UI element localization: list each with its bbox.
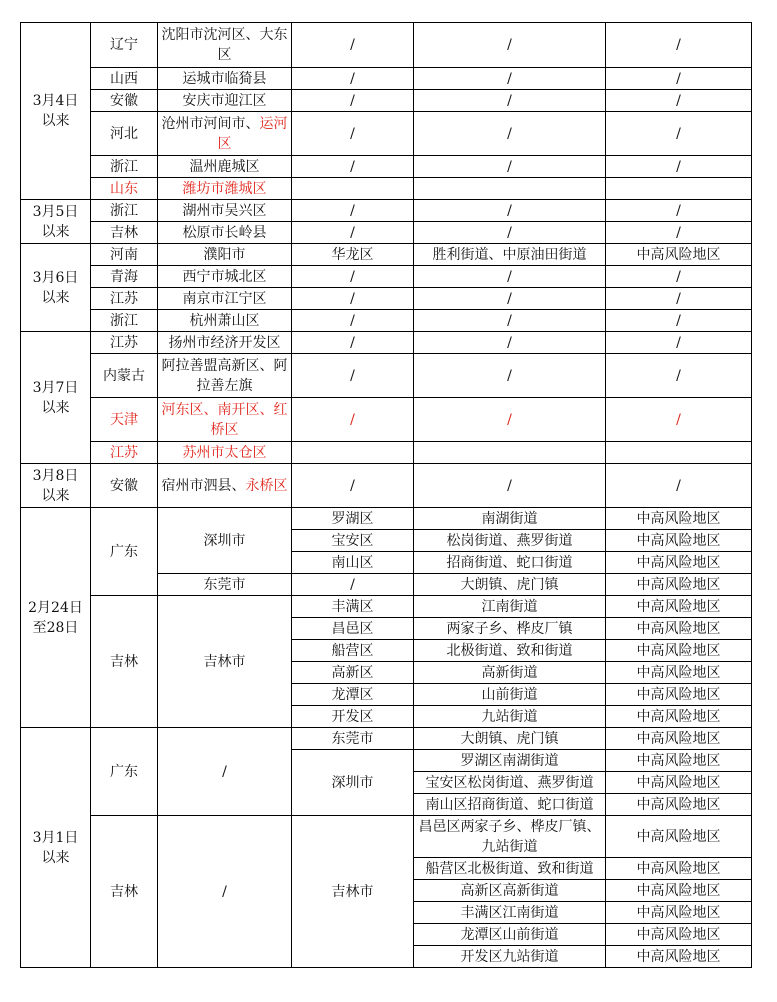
table-row xyxy=(21,244,752,266)
street-cell: 松岗街道、燕罗街道 xyxy=(414,530,606,552)
table-row xyxy=(21,23,752,68)
province-cell: 吉林 xyxy=(91,222,158,244)
district-cell: / xyxy=(292,222,414,244)
area-cell: / xyxy=(158,816,292,968)
risk-level-cell: / xyxy=(606,398,752,442)
risk-level-cell: 中高风险地区 xyxy=(606,574,752,596)
area-cell: 阿拉善盟高新区、阿拉善左旗 xyxy=(158,354,292,398)
table-row xyxy=(21,816,752,858)
district-cell: 华龙区 xyxy=(292,244,414,266)
district-cell: / xyxy=(292,200,414,222)
area-cell: 西宁市城北区 xyxy=(158,266,292,288)
district-cell: / xyxy=(292,288,414,310)
risk-level-cell: / xyxy=(606,332,752,354)
street-cell: 宝安区松岗街道、燕罗街道 xyxy=(414,772,606,794)
risk-level-cell: / xyxy=(606,112,752,156)
area-cell: 运城市临猗县 xyxy=(158,68,292,90)
street-cell: 招商街道、蛇口街道 xyxy=(414,552,606,574)
street-cell: 丰满区江南街道 xyxy=(414,902,606,924)
province-cell: 河南 xyxy=(91,244,158,266)
province-cell: 吉林 xyxy=(91,596,158,728)
street-cell: / xyxy=(414,398,606,442)
area-cell: 扬州市经济开发区 xyxy=(158,332,292,354)
city-cell: 东莞市 xyxy=(292,728,414,750)
area-cell: 沈阳市沈河区、大东区 xyxy=(158,23,292,68)
district-cell: / xyxy=(292,23,414,68)
area-cell: 松原市长岭县 xyxy=(158,222,292,244)
table-row xyxy=(21,354,752,398)
district-cell: 龙潭区 xyxy=(292,684,414,706)
table-row xyxy=(21,288,752,310)
risk-level-cell: / xyxy=(606,266,752,288)
risk-level-cell: 中高风险地区 xyxy=(606,530,752,552)
risk-level-cell: / xyxy=(606,200,752,222)
risk-level-cell: / xyxy=(606,222,752,244)
province-cell: 山东 xyxy=(91,178,158,200)
table-row xyxy=(21,464,752,508)
district-cell: / xyxy=(292,574,414,596)
province-cell: 广东 xyxy=(91,508,158,596)
street-cell: / xyxy=(414,156,606,178)
risk-level-cell: 中高风险地区 xyxy=(606,596,752,618)
street-cell: / xyxy=(414,200,606,222)
street-cell: / xyxy=(414,90,606,112)
province-cell: 青海 xyxy=(91,266,158,288)
street-cell: 高新区高新街道 xyxy=(414,880,606,902)
area-cell: 湖州市吴兴区 xyxy=(158,200,292,222)
street-cell: 高新街道 xyxy=(414,662,606,684)
risk-level-cell: 中高风险地区 xyxy=(606,662,752,684)
area-cell: 南京市江宁区 xyxy=(158,288,292,310)
province-cell: 安徽 xyxy=(91,464,158,508)
street-cell: / xyxy=(414,222,606,244)
risk-level-cell xyxy=(606,442,752,464)
period-cell: 3月4日 以来 xyxy=(21,23,91,200)
table-row xyxy=(21,68,752,90)
area-cell: 苏州市太仓区 xyxy=(158,442,292,464)
district-cell: / xyxy=(292,112,414,156)
district-cell: 开发区 xyxy=(292,706,414,728)
area-cell xyxy=(158,464,292,508)
risk-level-cell: 中高风险地区 xyxy=(606,858,752,880)
risk-level-cell: 中高风险地区 xyxy=(606,794,752,816)
street-cell: 南山区招商街道、蛇口街道 xyxy=(414,794,606,816)
period-cell: 3月8日 以来 xyxy=(21,464,91,508)
risk-level-cell: 中高风险地区 xyxy=(606,640,752,662)
period-cell: 2月24日 至28日 xyxy=(21,508,91,728)
province-cell: 辽宁 xyxy=(91,23,158,68)
risk-level-cell: / xyxy=(606,68,752,90)
risk-level-cell: 中高风险地区 xyxy=(606,706,752,728)
risk-level-cell: 中高风险地区 xyxy=(606,924,752,946)
risk-level-cell: 中高风险地区 xyxy=(606,552,752,574)
province-cell: 吉林 xyxy=(91,816,158,968)
table-row xyxy=(21,90,752,112)
table-row xyxy=(21,178,752,200)
area-cell: / xyxy=(158,728,292,816)
street-cell: 大朗镇、虎门镇 xyxy=(414,728,606,750)
district-cell: / xyxy=(292,354,414,398)
province-cell: 安徽 xyxy=(91,90,158,112)
city-cell: 深圳市 xyxy=(292,750,414,816)
street-cell: / xyxy=(414,332,606,354)
district-cell: / xyxy=(292,332,414,354)
district-cell: 南山区 xyxy=(292,552,414,574)
district-cell: / xyxy=(292,310,414,332)
province-cell: 河北 xyxy=(91,112,158,156)
risk-level-cell: 中高风险地区 xyxy=(606,508,752,530)
risk-level-cell: 中高风险地区 xyxy=(606,684,752,706)
district-cell: / xyxy=(292,156,414,178)
risk-level-cell xyxy=(606,178,752,200)
table-row xyxy=(21,728,752,750)
street-cell: 北极街道、致和街道 xyxy=(414,640,606,662)
province-cell: 广东 xyxy=(91,728,158,816)
district-cell: / xyxy=(292,266,414,288)
province-cell: 浙江 xyxy=(91,156,158,178)
risk-level-cell: 中高风险地区 xyxy=(606,244,752,266)
street-cell: 罗湖区南湖街道 xyxy=(414,750,606,772)
table-row xyxy=(21,266,752,288)
street-cell: / xyxy=(414,112,606,156)
risk-level-cell: 中高风险地区 xyxy=(606,946,752,968)
street-cell: 龙潭区山前街道 xyxy=(414,924,606,946)
risk-level-cell: 中高风险地区 xyxy=(606,902,752,924)
street-cell: 昌邑区两家子乡、桦皮厂镇、九站街道 xyxy=(414,816,606,858)
district-cell xyxy=(292,442,414,464)
period-cell: 3月6日 以来 xyxy=(21,244,91,332)
risk-level-cell: / xyxy=(606,288,752,310)
area-text-highlight: 永桥区 xyxy=(245,477,288,494)
district-cell: 高新区 xyxy=(292,662,414,684)
risk-level-cell: 中高风险地区 xyxy=(606,816,752,858)
street-cell: 大朗镇、虎门镇 xyxy=(414,574,606,596)
risk-level-cell: / xyxy=(606,90,752,112)
district-cell: 船营区 xyxy=(292,640,414,662)
street-cell: / xyxy=(414,464,606,508)
street-cell: 胜利街道、中原油田街道 xyxy=(414,244,606,266)
city-cell: 深圳市 xyxy=(158,508,292,574)
table-row xyxy=(21,222,752,244)
district-cell: 丰满区 xyxy=(292,596,414,618)
street-cell: 江南街道 xyxy=(414,596,606,618)
area-cell: 安庆市迎江区 xyxy=(158,90,292,112)
street-cell: / xyxy=(414,266,606,288)
risk-level-cell: 中高风险地区 xyxy=(606,772,752,794)
street-cell: 开发区九站街道 xyxy=(414,946,606,968)
table-row xyxy=(21,310,752,332)
area-text: 沧州市河间市、 xyxy=(161,115,260,132)
table-row xyxy=(21,442,752,464)
period-cell: 3月7日 以来 xyxy=(21,332,91,464)
risk-level-cell: 中高风险地区 xyxy=(606,750,752,772)
period-cell: 3月5日 以来 xyxy=(21,200,91,244)
street-cell: / xyxy=(414,288,606,310)
street-cell: 南湖街道 xyxy=(414,508,606,530)
province-cell: 内蒙古 xyxy=(91,354,158,398)
table-row xyxy=(21,398,752,442)
district-cell: 昌邑区 xyxy=(292,618,414,640)
street-cell: / xyxy=(414,310,606,332)
district-cell: / xyxy=(292,90,414,112)
province-cell: 浙江 xyxy=(91,200,158,222)
province-cell: 江苏 xyxy=(91,288,158,310)
street-cell xyxy=(414,178,606,200)
district-cell: / xyxy=(292,68,414,90)
district-cell: / xyxy=(292,464,414,508)
area-cell: 杭州萧山区 xyxy=(158,310,292,332)
area-cell: 潍坊市潍城区 xyxy=(158,178,292,200)
risk-level-cell: / xyxy=(606,23,752,68)
street-cell: 两家子乡、桦皮厂镇 xyxy=(414,618,606,640)
area-text: 宿州市泗县、 xyxy=(161,477,246,494)
city-cell: 吉林市 xyxy=(158,596,292,728)
table-row xyxy=(21,200,752,222)
district-cell xyxy=(292,178,414,200)
district-cell: / xyxy=(292,398,414,442)
table-row xyxy=(21,332,752,354)
area-cell: 濮阳市 xyxy=(158,244,292,266)
table-row xyxy=(21,112,752,156)
risk-level-cell: 中高风险地区 xyxy=(606,728,752,750)
table-row xyxy=(21,156,752,178)
area-cell: 温州鹿城区 xyxy=(158,156,292,178)
district-cell: 宝安区 xyxy=(292,530,414,552)
risk-level-cell: / xyxy=(606,354,752,398)
risk-level-cell: 中高风险地区 xyxy=(606,880,752,902)
province-cell: 江苏 xyxy=(91,332,158,354)
street-cell: / xyxy=(414,68,606,90)
risk-area-table xyxy=(20,22,752,968)
province-cell: 天津 xyxy=(91,398,158,442)
province-cell: 浙江 xyxy=(91,310,158,332)
area-cell: 河东区、南开区、红桥区 xyxy=(158,398,292,442)
table-row xyxy=(21,508,752,530)
street-cell: 船营区北极街道、致和街道 xyxy=(414,858,606,880)
city-cell: 东莞市 xyxy=(158,574,292,596)
street-cell: 山前街道 xyxy=(414,684,606,706)
risk-level-cell: / xyxy=(606,156,752,178)
risk-level-cell: / xyxy=(606,310,752,332)
street-cell: / xyxy=(414,354,606,398)
period-cell: 3月1日 以来 xyxy=(21,728,91,968)
area-cell xyxy=(158,112,292,156)
street-cell: / xyxy=(414,23,606,68)
area-text-highlight: 运河区 xyxy=(217,115,288,152)
city-cell: 吉林市 xyxy=(292,816,414,968)
district-cell: 罗湖区 xyxy=(292,508,414,530)
province-cell: 山西 xyxy=(91,68,158,90)
province-cell: 江苏 xyxy=(91,442,158,464)
street-cell: 九站街道 xyxy=(414,706,606,728)
risk-level-cell: / xyxy=(606,464,752,508)
street-cell xyxy=(414,442,606,464)
risk-level-cell: 中高风险地区 xyxy=(606,618,752,640)
table-row xyxy=(21,596,752,618)
